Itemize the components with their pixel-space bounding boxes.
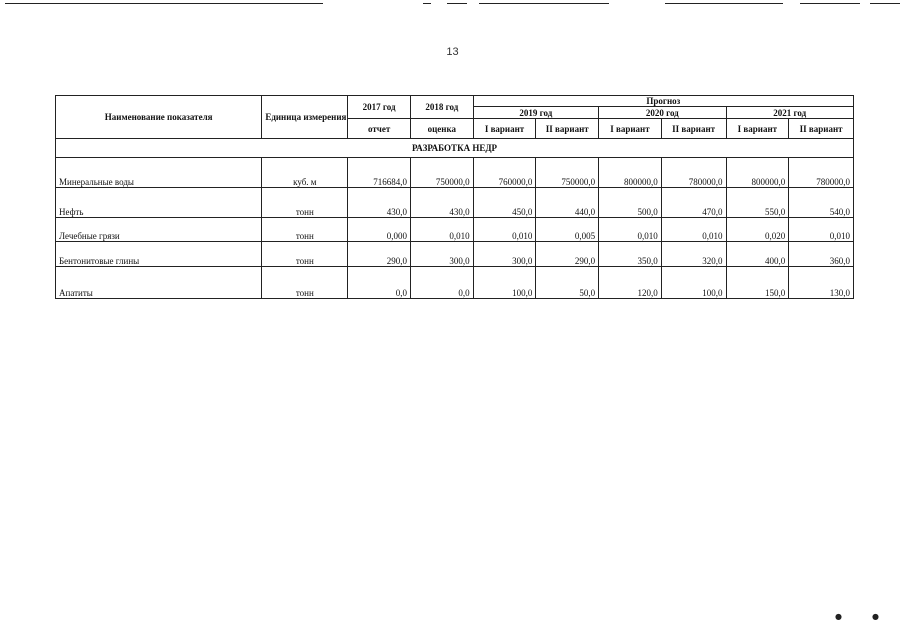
row-unit: куб. м [262, 158, 348, 188]
cell-2020-v1: 500,0 [599, 188, 662, 218]
cell-2021-v1: 800000,0 [726, 158, 789, 188]
subheader-estimate: оценка [410, 119, 473, 139]
row-name: Апатиты [56, 267, 262, 299]
cell-2020-v2: 320,0 [661, 242, 726, 267]
header-unit: Единица измерения [262, 96, 348, 139]
cell-2019-v1: 760000,0 [473, 158, 536, 188]
header-name: Наименование показателя [56, 96, 262, 139]
row-name: Нефть [56, 188, 262, 218]
row-unit: тонн [262, 188, 348, 218]
cell-2020-v1: 0,010 [599, 218, 662, 242]
scan-line [5, 3, 323, 4]
cell-2017: 290,0 [348, 242, 411, 267]
cell-2018: 750000,0 [410, 158, 473, 188]
cell-2018: 0,0 [410, 267, 473, 299]
row-unit: тонн [262, 242, 348, 267]
cell-2020-v2: 0,010 [661, 218, 726, 242]
cell-2018: 0,010 [410, 218, 473, 242]
cell-2021-v2: 540,0 [789, 188, 854, 218]
section-title: РАЗРАБОТКА НЕДР [56, 139, 854, 158]
cell-2021-v1: 400,0 [726, 242, 789, 267]
cell-2020-v1: 120,0 [599, 267, 662, 299]
cell-2019-v1: 100,0 [473, 267, 536, 299]
table-row [56, 158, 854, 188]
row-name: Минеральные воды [56, 158, 262, 188]
scan-line [800, 3, 860, 4]
cell-2019-v1: 450,0 [473, 188, 536, 218]
cell-2021-v1: 0,020 [726, 218, 789, 242]
scan-speck: ● [872, 612, 879, 621]
cell-2019-v2: 50,0 [536, 267, 599, 299]
cell-2021-v2: 360,0 [789, 242, 854, 267]
subheader-2019-v1: I вариант [473, 119, 536, 139]
cell-2019-v2: 0,005 [536, 218, 599, 242]
subheader-2019-v2: II вариант [536, 119, 599, 139]
scan-speck: ● [835, 612, 842, 621]
cell-2019-v2: 290,0 [536, 242, 599, 267]
cell-2021-v1: 550,0 [726, 188, 789, 218]
subheader-report: отчет [348, 119, 411, 139]
cell-2017: 430,0 [348, 188, 411, 218]
table-row [56, 267, 854, 299]
cell-2021-v2: 0,010 [789, 218, 854, 242]
cell-2021-v2: 130,0 [789, 267, 854, 299]
header-2021: 2021 год [726, 107, 854, 119]
data-table [55, 95, 854, 299]
header-2020: 2020 год [599, 107, 726, 119]
scan-line [423, 3, 431, 4]
cell-2017: 716684,0 [348, 158, 411, 188]
row-name: Лечебные грязи [56, 218, 262, 242]
cell-2018: 300,0 [410, 242, 473, 267]
scan-line [447, 3, 467, 4]
cell-2019-v2: 750000,0 [536, 158, 599, 188]
row-unit: тонн [262, 218, 348, 242]
subheader-2021-v2: II вариант [789, 119, 854, 139]
cell-2020-v2: 780000,0 [661, 158, 726, 188]
header-2018: 2018 год [410, 96, 473, 119]
cell-2020-v1: 800000,0 [599, 158, 662, 188]
cell-2018: 430,0 [410, 188, 473, 218]
cell-2017: 0,0 [348, 267, 411, 299]
subheader-2020-v2: II вариант [661, 119, 726, 139]
cell-2017: 0,000 [348, 218, 411, 242]
subheader-2021-v1: I вариант [726, 119, 789, 139]
cell-2021-v1: 150,0 [726, 267, 789, 299]
cell-2021-v2: 780000,0 [789, 158, 854, 188]
cell-2020-v2: 100,0 [661, 267, 726, 299]
cell-2020-v2: 470,0 [661, 188, 726, 218]
scan-line [870, 3, 900, 4]
header-forecast: Прогноз [473, 96, 853, 107]
header-2019: 2019 год [473, 107, 598, 119]
subheader-2020-v1: I вариант [599, 119, 662, 139]
table-row [56, 242, 854, 267]
scan-line [665, 3, 783, 4]
scan-line [479, 3, 609, 4]
row-unit: тонн [262, 267, 348, 299]
table-row [56, 218, 854, 242]
cell-2019-v1: 300,0 [473, 242, 536, 267]
cell-2020-v1: 350,0 [599, 242, 662, 267]
page-number: 13 [446, 46, 459, 58]
table-row [56, 188, 854, 218]
header-2017: 2017 год [348, 96, 411, 119]
row-name: Бентонитовые глины [56, 242, 262, 267]
cell-2019-v1: 0,010 [473, 218, 536, 242]
cell-2019-v2: 440,0 [536, 188, 599, 218]
